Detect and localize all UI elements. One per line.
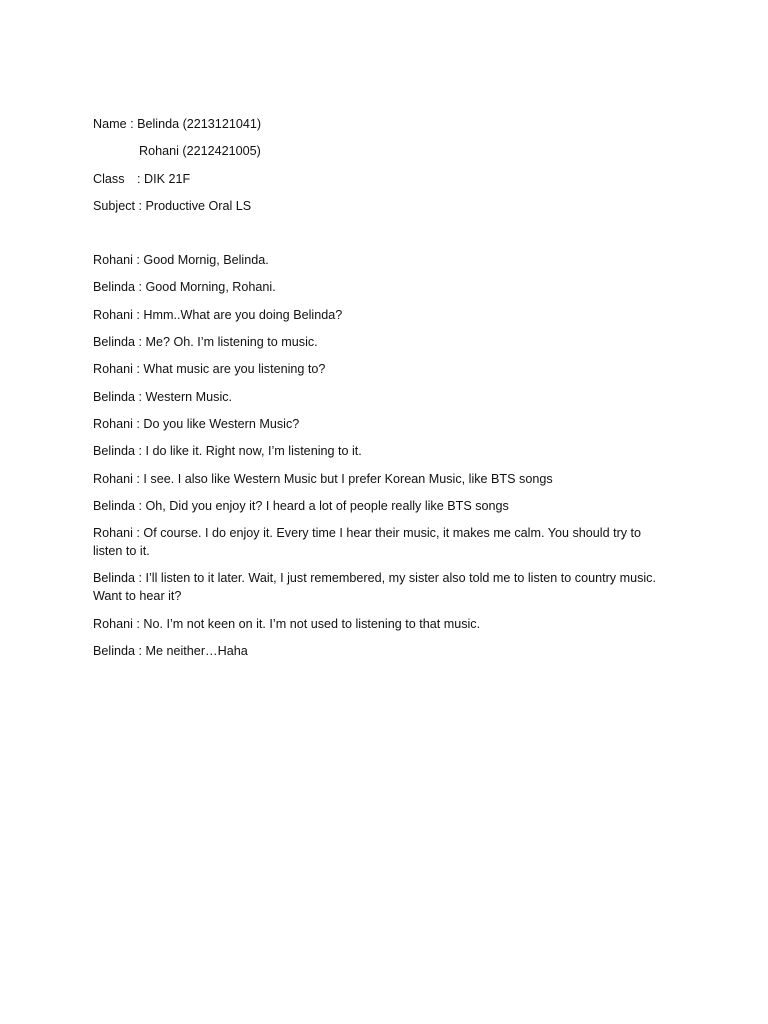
dialogue-line: Belinda : I’ll listen to it later. Wait, I just remembered, my sister also told me to listen to country music. Want to hear it?	[93, 571, 656, 604]
class-line	[93, 170, 673, 188]
dialogue-line: Rohani : Of course. I do enjoy it. Every time I hear their music, it makes me calm. You should try to listen to it.	[93, 526, 642, 559]
dialogue-line: Belinda : Me? Oh. I’m listening to music.	[93, 335, 318, 350]
dialogue-line: Rohani : I see. I also like Western Music but I prefer Korean Music, like BTS songs	[93, 471, 553, 486]
dialogue	[93, 251, 673, 660]
dialogue-line: Belinda : Me neither…Haha	[93, 644, 248, 659]
dialogue-line: Belinda : I do like it. Right now, I’m listening to it.	[93, 444, 362, 459]
dialogue-line: Rohani : Hmm..What are you doing Belinda?	[93, 307, 343, 322]
class-value: : DIK 21F	[137, 171, 191, 186]
subject-line: Subject : Productive Oral LS	[93, 198, 252, 213]
spacer	[93, 224, 673, 251]
dialogue-line: Rohani : What music are you listening to?	[93, 362, 326, 377]
document-body	[93, 115, 673, 669]
class-label: Class	[93, 171, 125, 186]
dialogue-line: Rohani : No. I’m not keen on it. I’m not used to listening to that music.	[93, 616, 481, 631]
name-second-line: Rohani (2212421005)	[139, 144, 261, 159]
name-line: Name : Belinda (2213121041)	[93, 117, 262, 131]
dialogue-line: Belinda : Western Music.	[93, 389, 233, 404]
dialogue-line: Belinda : Oh, Did you enjoy it? I heard a lot of people really like BTS songs	[93, 498, 509, 513]
dialogue-line: Belinda : Good Morning, Rohani.	[93, 280, 276, 295]
dialogue-line: Rohani : Good Mornig, Belinda.	[93, 253, 269, 268]
dialogue-line: Rohani : Do you like Western Music?	[93, 416, 300, 431]
